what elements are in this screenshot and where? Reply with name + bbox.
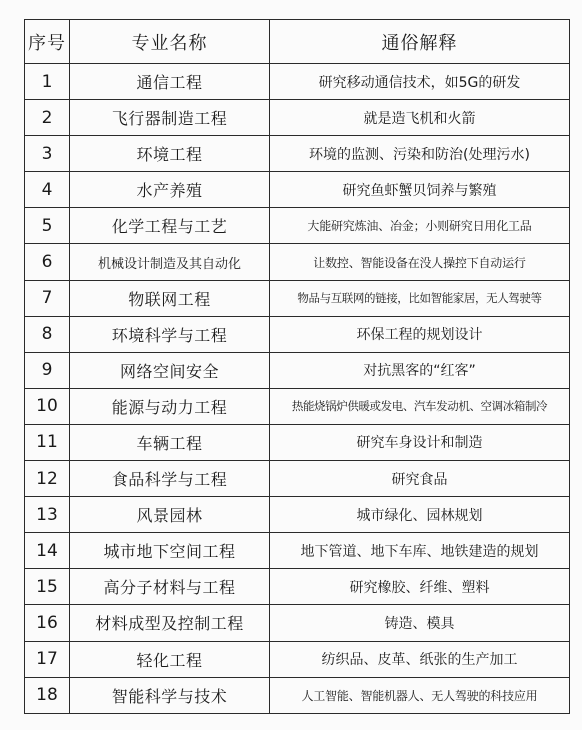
- row-major-name: 风景园林: [70, 497, 270, 533]
- row-number: 13: [25, 497, 70, 533]
- row-major-name: 食品科学与工程: [70, 461, 270, 497]
- row-number: 5: [25, 208, 70, 244]
- row-explanation: 纺织品、皮革、纸张的生产加工: [270, 641, 570, 677]
- row-major-name: 高分子材料与工程: [70, 569, 270, 605]
- table-row: [25, 605, 570, 641]
- row-number: 2: [25, 100, 70, 136]
- row-major-name: 飞行器制造工程: [70, 100, 270, 136]
- row-major-name: 车辆工程: [70, 424, 270, 460]
- row-number: 3: [25, 136, 70, 172]
- row-explanation: 大能研究炼油、冶金；小则研究日用化工品: [270, 208, 570, 244]
- table-row: [25, 172, 570, 208]
- row-explanation: 人工智能、智能机器人、无人驾驶的科技应用: [270, 677, 570, 713]
- table-row: [25, 641, 570, 677]
- row-number: 11: [25, 424, 70, 460]
- row-explanation: 铸造、模具: [270, 605, 570, 641]
- row-major-name: 材料成型及控制工程: [70, 605, 270, 641]
- row-major-name: 化学工程与工艺: [70, 208, 270, 244]
- row-number: 18: [25, 677, 70, 713]
- table-row: [25, 316, 570, 352]
- row-major-name: 能源与动力工程: [70, 388, 270, 424]
- row-major-name: 轻化工程: [70, 641, 270, 677]
- row-number: 12: [25, 461, 70, 497]
- row-number: 1: [25, 64, 70, 100]
- row-major-name: 物联网工程: [70, 280, 270, 316]
- row-number: 6: [25, 244, 70, 280]
- row-major-name: 环境工程: [70, 136, 270, 172]
- row-explanation: 研究橡胶、纤维、塑料: [270, 569, 570, 605]
- row-explanation: 环境的监测、污染和防治(处理污水): [270, 136, 570, 172]
- table-row: [25, 677, 570, 713]
- header-major-name: 专业名称: [70, 20, 270, 64]
- table-row: [25, 352, 570, 388]
- row-number: 4: [25, 172, 70, 208]
- table-header-row: [25, 20, 570, 64]
- row-number: 8: [25, 316, 70, 352]
- row-explanation: 让数控、智能设备在没人操控下自动运行: [270, 244, 570, 280]
- row-explanation: 就是造飞机和火箭: [270, 100, 570, 136]
- row-major-name: 机械设计制造及其自动化: [70, 244, 270, 280]
- table-row: [25, 64, 570, 100]
- table-row: [25, 244, 570, 280]
- row-major-name: 通信工程: [70, 64, 270, 100]
- row-explanation: 物品与互联网的链接，比如智能家居，无人驾驶等: [270, 280, 570, 316]
- row-major-name: 城市地下空间工程: [70, 533, 270, 569]
- row-explanation: 研究鱼虾蟹贝饲养与繁殖: [270, 172, 570, 208]
- row-explanation: 研究车身设计和制造: [270, 424, 570, 460]
- row-major-name: 水产养殖: [70, 172, 270, 208]
- row-major-name: 智能科学与技术: [70, 677, 270, 713]
- row-number: 9: [25, 352, 70, 388]
- table-row: [25, 461, 570, 497]
- row-number: 10: [25, 388, 70, 424]
- row-number: 14: [25, 533, 70, 569]
- table-row: [25, 388, 570, 424]
- table-row: [25, 497, 570, 533]
- table-row: [25, 533, 570, 569]
- row-explanation: 热能烧锅炉供暖或发电、汽车发动机、空调冰箱制冷: [270, 388, 570, 424]
- table-row: [25, 208, 570, 244]
- row-number: 16: [25, 605, 70, 641]
- row-major-name: 网络空间安全: [70, 352, 270, 388]
- row-number: 15: [25, 569, 70, 605]
- table-row: [25, 280, 570, 316]
- majors-table: [24, 19, 570, 714]
- table-row: [25, 424, 570, 460]
- row-number: 17: [25, 641, 70, 677]
- row-explanation: 地下管道、地下车库、地铁建造的规划: [270, 533, 570, 569]
- row-explanation: 研究食品: [270, 461, 570, 497]
- table-row: [25, 136, 570, 172]
- row-explanation: 对抗黑客的“红客”: [270, 352, 570, 388]
- table-row: [25, 100, 570, 136]
- row-explanation: 环保工程的规划设计: [270, 316, 570, 352]
- header-explanation: 通俗解释: [270, 20, 570, 64]
- row-number: 7: [25, 280, 70, 316]
- row-explanation: 城市绿化、园林规划: [270, 497, 570, 533]
- row-explanation: 研究移动通信技术，如5G的研发: [270, 64, 570, 100]
- header-number: 序号: [25, 20, 70, 64]
- table-row: [25, 569, 570, 605]
- row-major-name: 环境科学与工程: [70, 316, 270, 352]
